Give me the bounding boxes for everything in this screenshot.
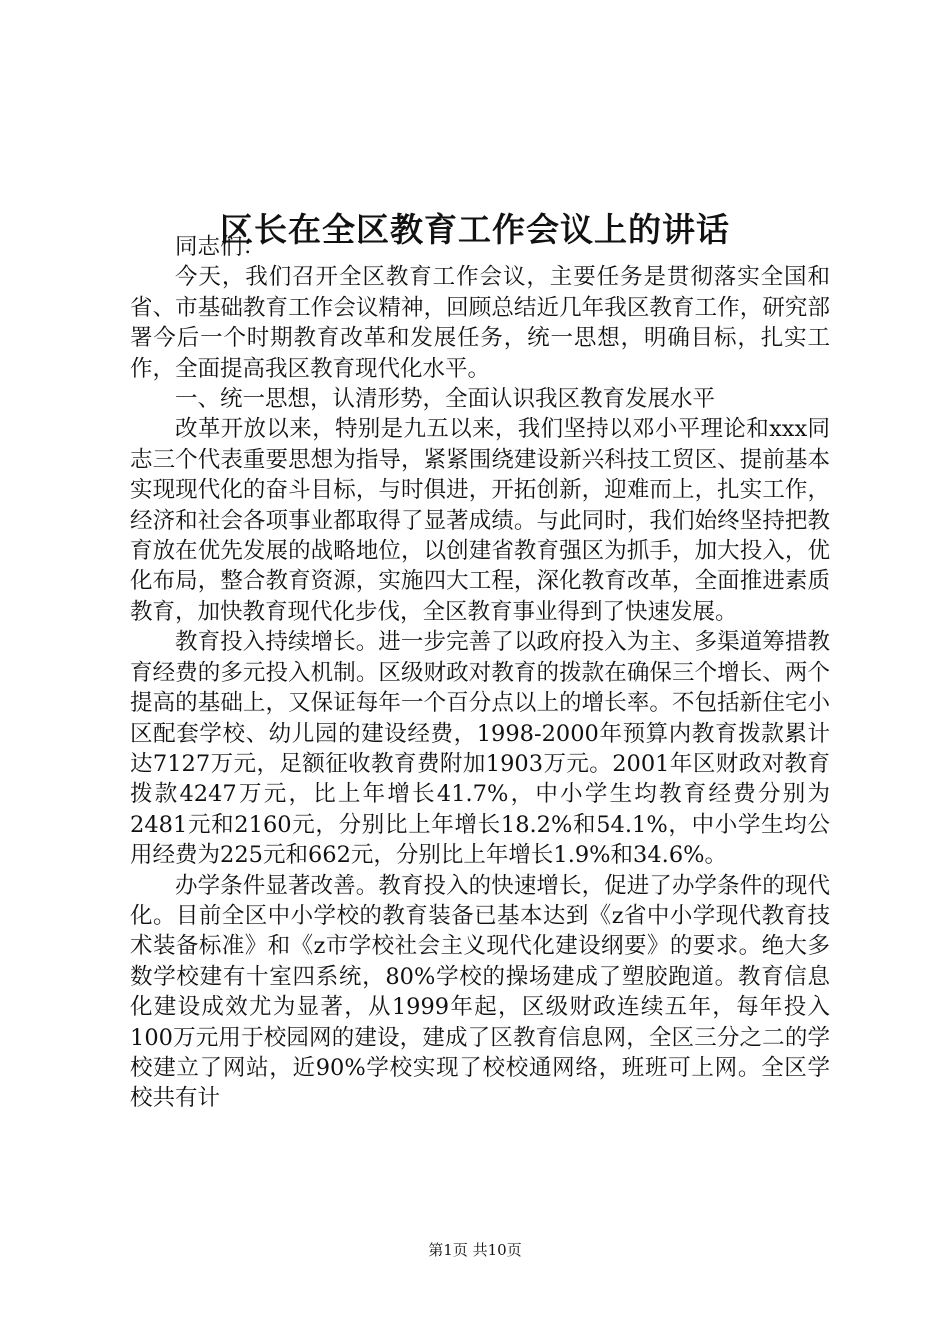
page-number: 第1页 共10页 [428,1241,522,1259]
document-body [130,232,830,1114]
document-title: 区长在全区教育工作会议上的讲话 [220,210,730,250]
section-heading: 一、统一思想，认清形势，全面认识我区教育发展水平 [175,386,716,413]
paragraph: 教育投入持续增长。进一步完善了以政府投入为主、多渠道筹措教育经费的多元投入机制。区级财政对教育的拨款在确保三个增长、两个提高的基础上，又保证每年一个百分点以上的增长率。不包括新住宅小区配套学校、幼儿园的建设经费，1998-2000年预算内教育拨款累计达7127万元，足额征收教育费附加1903万元。2001年区财政对教育拨款4247万元，比上年增长41.7%，中小学生均教育经费分别为2481元和2160元，分别比上年增长18.2%和54.1%，中小学生均公用经费为225元和662元，分别比上年增长1.9%和34.6%。 [130,629,830,869]
salutation: 同志们： [175,234,266,260]
paragraph: 改革开放以来，特别是九五以来，我们坚持以邓小平理论和xxx同志三个代表重要思想为指导，紧紧围绕建设新兴科技工贸区、提前基本实现现代化的奋斗目标，与时俱进，开拓创新，迎难而上，扎实工作，经济和社会各项事业都取得了显著成绩。与此同时，我们始终坚持把教育放在优先发展的战略地位，以创建省教育强区为抓手，加大投入，优化布局，整合教育资源，实施四大工程，深化教育改革，全面推进素质教育，加快教育现代化步伐，全区教育事业得到了快速发展。 [130,416,830,625]
paragraph: 今天，我们召开全区教育工作会议，主要任务是贯彻落实全国和省、市基础教育工作会议精神，回顾总结近几年我区教育工作，研究部署今后一个时期教育改革和发展任务，统一思想，明确目标，扎实工作，全面提高我区教育现代化水平。 [130,264,830,382]
paragraph: 办学条件显著改善。教育投入的快速增长，促进了办学条件的现代化。目前全区中小学校的教育装备已基本达到《z省中小学现代教育技术装备标准》和《z市学校社会主义现代化建设纲要》的要求。绝大多数学校建有十室四系统，80%学校的操场建成了塑胶跑道。教育信息化建设成效尤为显著，从1999年起，区级财政连续五年，每年投入100万元用于校园网的建设，建成了区教育信息网，全区三分之二的学校建立了网站，近90%学校实现了校校通网络，班班可上网。全区学校共有计 [130,872,830,1112]
